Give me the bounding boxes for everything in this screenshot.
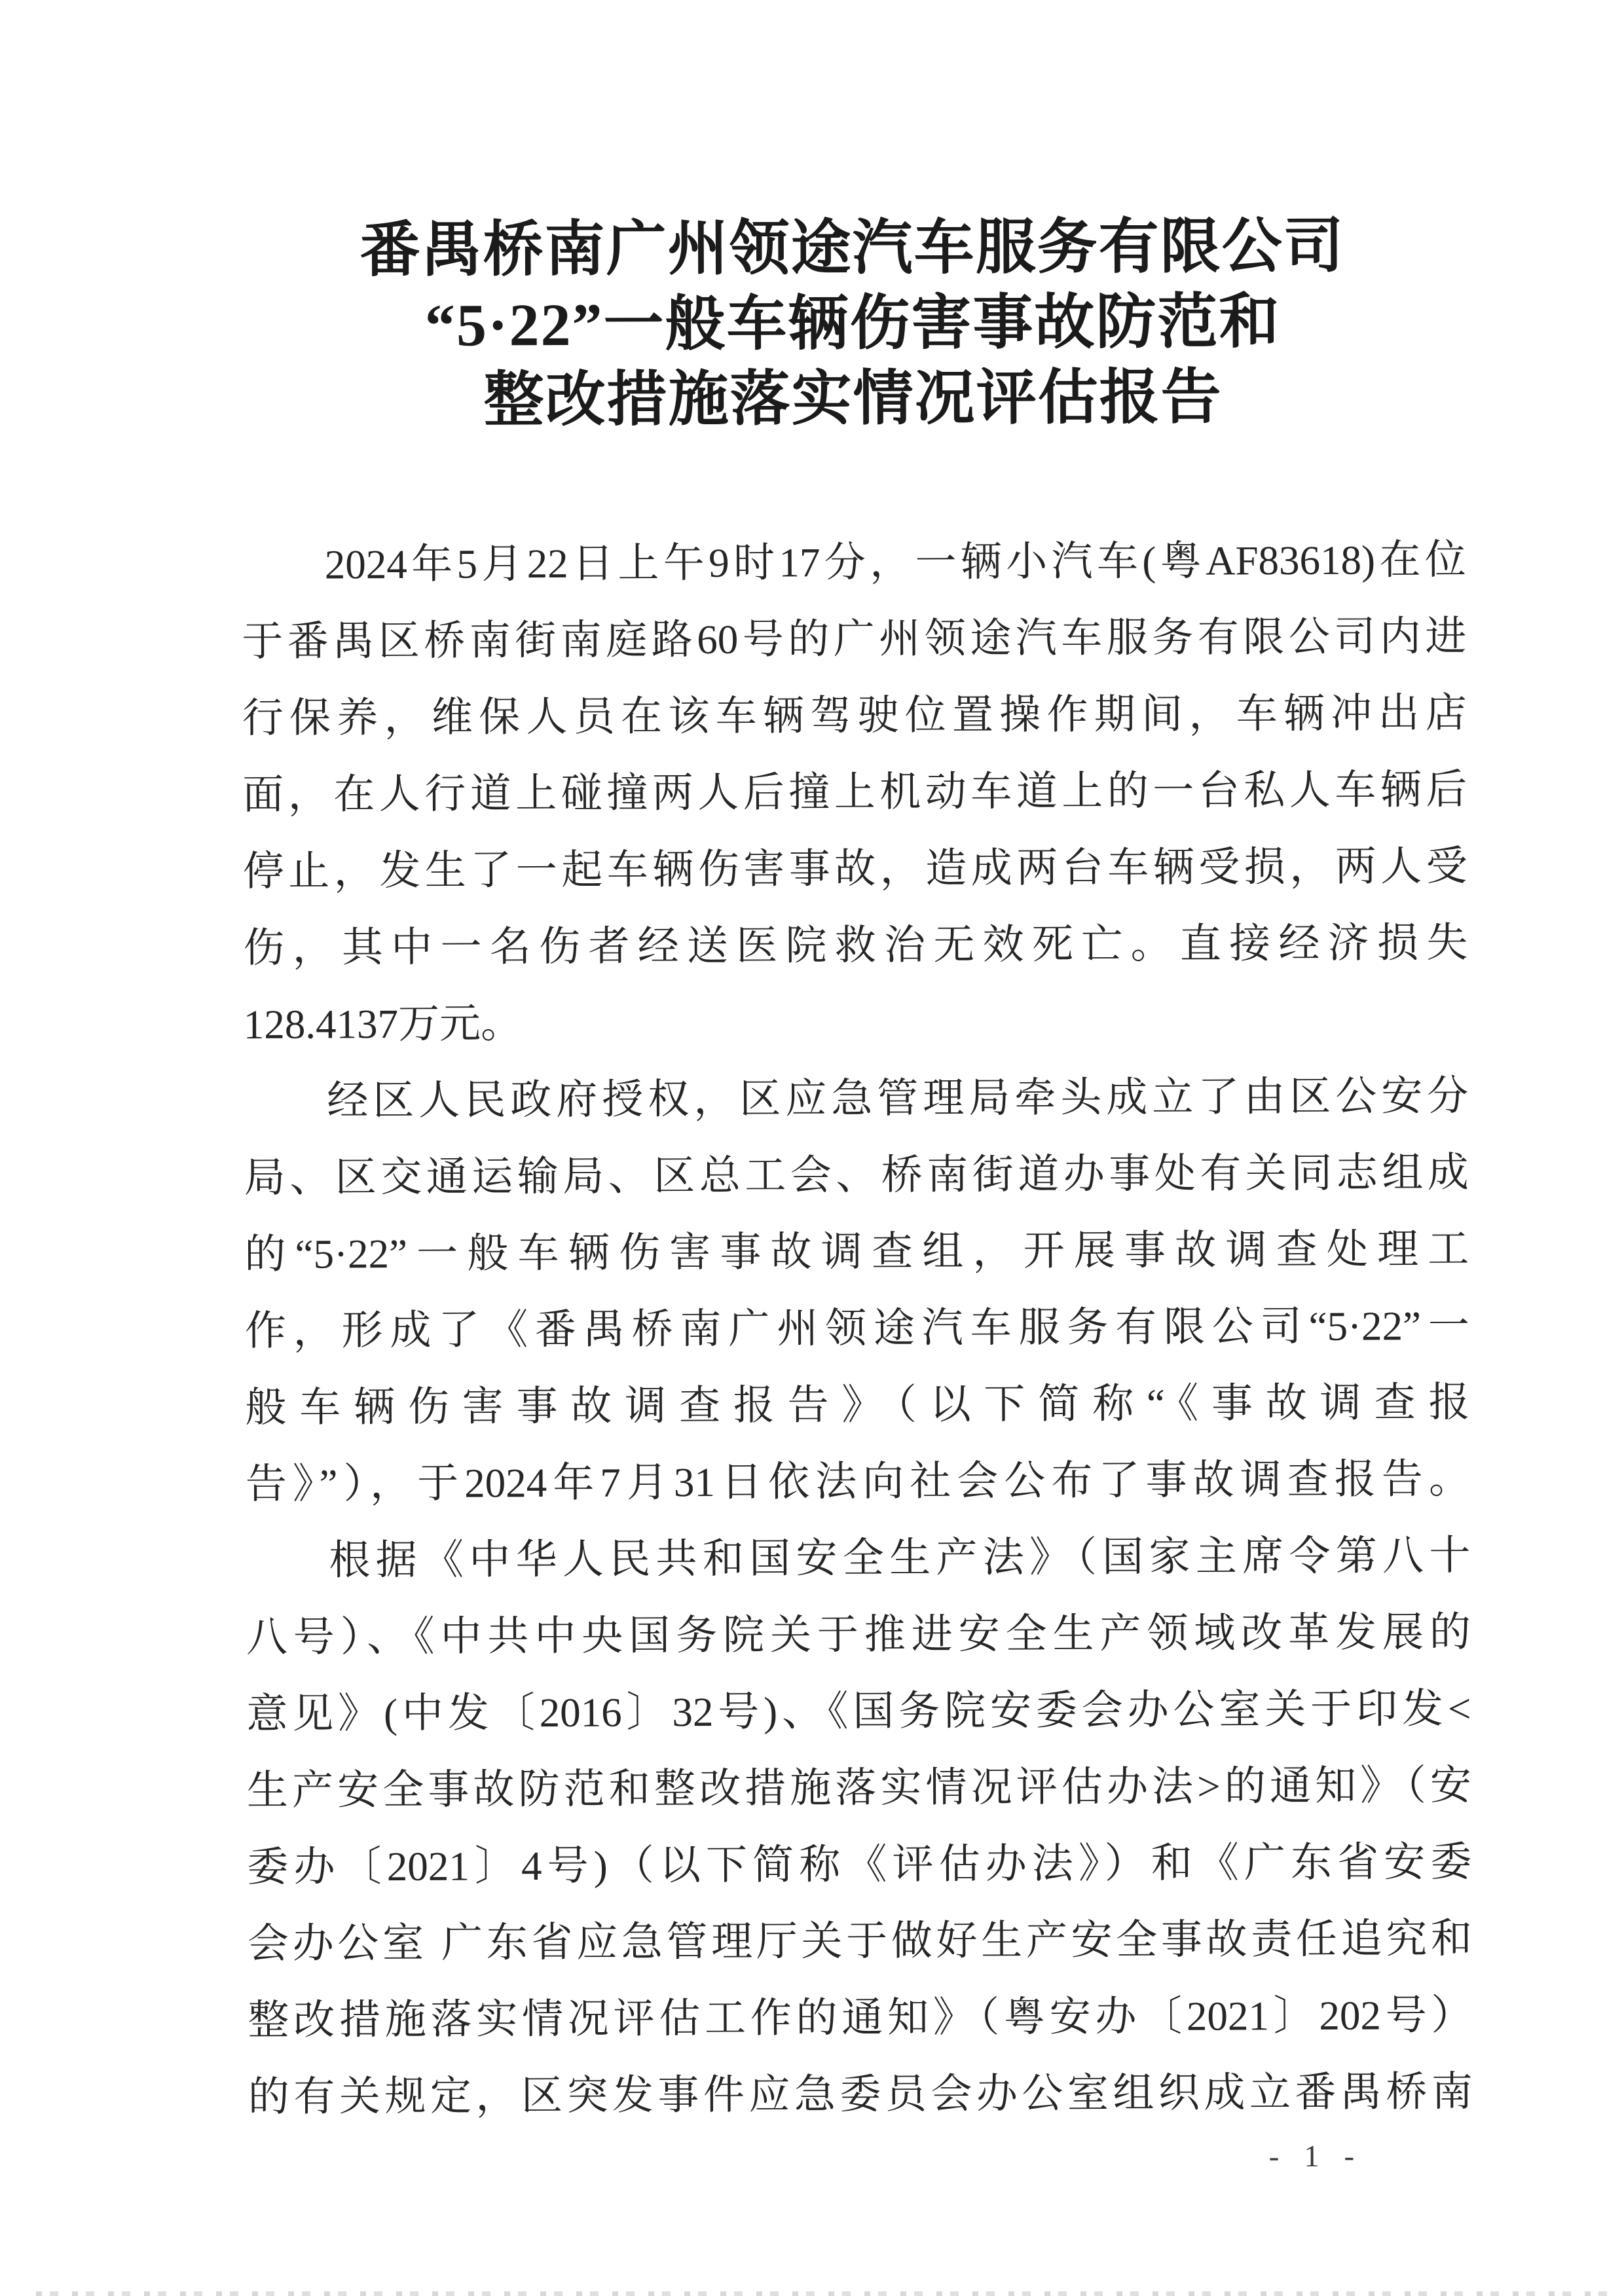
body-line: 面，在人行道上碰撞两人后撞上机动车道上的一台私人车辆后 [242,766,1467,818]
body-line: 行保养，维保人员在该车辆驾驶位置操作期间，车辆冲出店 [242,689,1467,742]
body-line: 会办公室 广东省应急管理厅关于做好生产安全事故责任追究和 [247,1915,1473,1967]
page-content [239,0,1473,2174]
body-line: 的“5·22”一般车辆伤害事故调查组，开展事故调查处理工 [244,1226,1469,1278]
body-line: 经区人民政府授权，区应急管理局牵头成立了由区公安分 [327,1072,1469,1124]
document-body [242,522,1473,2136]
document-title [240,208,1465,439]
body-line: 生产安全事故防范和整改措施落实情况评估办法>的通知》（安 [246,1762,1472,1814]
body-line: 作，形成了《番禺桥南广州领途汽车服务有限公司“5·22”一 [244,1302,1469,1355]
next-page-edge-artifact [36,2291,1614,2296]
body-line: 128.4137万元。 [243,1000,523,1048]
page-number: - 1 - [1268,2139,1363,2174]
body-line: 委办〔2021〕4号)（以下简称《评估办法》）和《广东省安委 [247,1838,1472,1891]
body-line: 的有关规定，区突发事件应急委员会办公室组织成立番禺桥南 [248,2068,1473,2121]
title-line-2: “5·22”一般车辆伤害事故防范和 [424,288,1281,359]
body-line: 告》”），于2024年7月31日依法向社会公布了事故调查报告。 [245,1455,1471,1508]
body-line: 局、区交通运输局、区总工会、桥南街道办事处有关同志组成 [244,1149,1469,1201]
body-line: 于番禺区桥南街南庭路60号的广州领途汽车服务有限公司内进 [242,613,1467,665]
title-line-3: 整改措施落实情况评估报告 [483,363,1223,434]
title-line-1: 番禺桥南广州领途汽车服务有限公司 [360,212,1345,284]
body-line: 停止，发生了一起车辆伤害事故，造成两台车辆受损，两人受 [242,843,1467,895]
body-line: 意见》(中发〔2016〕32号)、《国务院安委会办公室关于印发< [246,1685,1471,1738]
body-line: 伤，其中一名伤者经送医院救治无效死亡。直接经济损失 [243,919,1468,972]
body-line: 根据《中华人民共和国安全生产法》（国家主席令第八十 [329,1532,1471,1584]
body-line: 2024年5月22日上午9时17分，一辆小汽车(粤AF83618)在位 [324,536,1466,588]
body-line: 整改措施落实情况评估工作的通知》（粤安办〔2021〕202号） [248,1992,1473,2044]
body-line: 般车辆伤害事故调查报告》（以下简称“《事故调查报 [245,1379,1470,1431]
body-line: 八号）、《中共中央国务院关于推进安全生产领域改革发展的 [246,1609,1471,1661]
